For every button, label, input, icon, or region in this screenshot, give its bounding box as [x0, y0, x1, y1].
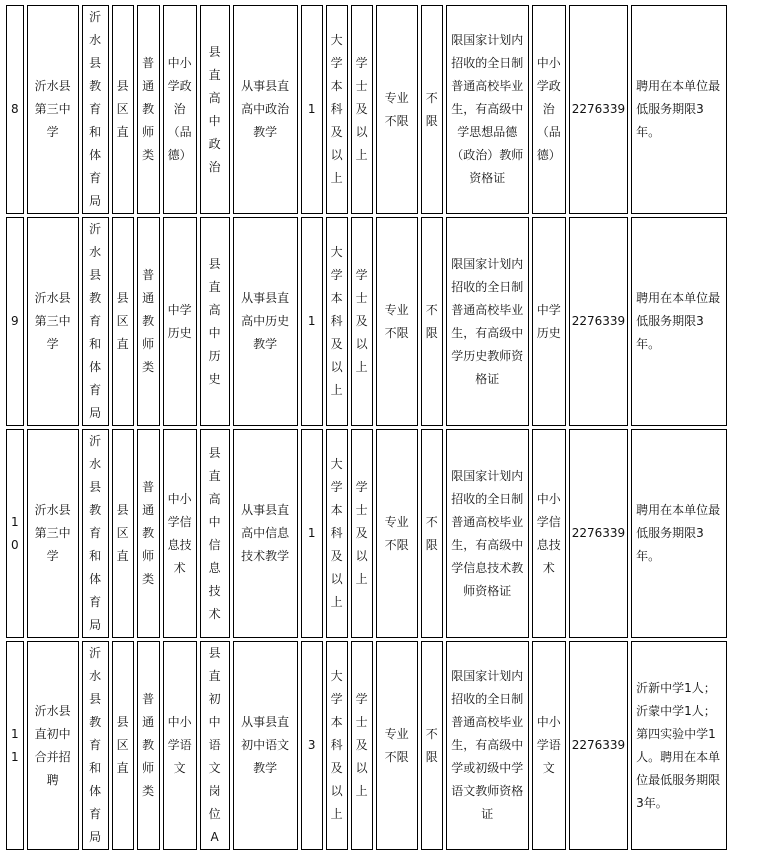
subject-cell: 中小学信息技术 — [163, 429, 197, 638]
duty-cell: 从事县直高中政治教学 — [233, 5, 298, 214]
category-cell: 普通教师类 — [137, 5, 160, 214]
remark-cell: 沂新中学1人；沂蒙中学1人；第四实验中学1人。聘用在本单位最低服务期限3年。 — [631, 641, 727, 850]
remark-cell: 聘用在本单位最低服务期限3年。 — [631, 429, 727, 638]
degree-cell: 学士及以上 — [351, 5, 373, 214]
other-cell: 不限 — [421, 641, 443, 850]
exam-cell: 中学历史 — [532, 217, 566, 426]
other-cell: 不限 — [421, 429, 443, 638]
category-cell: 普通教师类 — [137, 641, 160, 850]
requirement-cell: 限国家计划内招收的全日制普通高校毕业生，有高级中学或初级中学语文教师资格证 — [446, 641, 529, 850]
unit-cell: 沂水县直初中合并招聘 — [27, 641, 79, 850]
seq-cell: 11 — [6, 641, 24, 850]
department-cell: 沂水县教育和体育局 — [82, 641, 109, 850]
table-row — [6, 5, 727, 214]
department-cell: 沂水县教育和体育局 — [82, 429, 109, 638]
table-row — [6, 217, 727, 426]
education-cell: 大学本科及以上 — [326, 429, 348, 638]
other-cell: 不限 — [421, 5, 443, 214]
department-cell: 沂水县教育和体育局 — [82, 217, 109, 426]
unit-cell: 沂水县第三中学 — [27, 5, 79, 214]
remark-cell: 聘用在本单位最低服务期限3年。 — [631, 5, 727, 214]
major-cell: 专业不限 — [376, 5, 418, 214]
count-cell: 1 — [301, 5, 323, 214]
exam-cell: 中小学政治（品德） — [532, 5, 566, 214]
education-cell: 大学本科及以上 — [326, 217, 348, 426]
other-cell: 不限 — [421, 217, 443, 426]
duty-cell: 从事县直高中历史教学 — [233, 217, 298, 426]
phone-cell: 2276339 — [569, 5, 628, 214]
seq-cell: 10 — [6, 429, 24, 638]
duty-cell: 从事县直初中语文教学 — [233, 641, 298, 850]
table-body — [6, 5, 727, 850]
major-cell: 专业不限 — [376, 429, 418, 638]
post-name-cell: 县直高中信息技术 — [200, 429, 230, 638]
category-cell: 普通教师类 — [137, 429, 160, 638]
subject-cell: 中学历史 — [163, 217, 197, 426]
remark-cell: 聘用在本单位最低服务期限3年。 — [631, 217, 727, 426]
post-name-cell: 县直初中语文岗位A — [200, 641, 230, 850]
subject-cell: 中小学政治（品德） — [163, 5, 197, 214]
requirement-cell: 限国家计划内招收的全日制普通高校毕业生，有高级中学信息技术教师资格证 — [446, 429, 529, 638]
seq-cell: 8 — [6, 5, 24, 214]
exam-cell: 中小学信息技术 — [532, 429, 566, 638]
category-cell: 普通教师类 — [137, 217, 160, 426]
recruitment-table — [3, 2, 730, 853]
level-cell: 县区直 — [112, 429, 134, 638]
major-cell: 专业不限 — [376, 217, 418, 426]
seq-cell: 9 — [6, 217, 24, 426]
phone-cell: 2276339 — [569, 429, 628, 638]
degree-cell: 学士及以上 — [351, 217, 373, 426]
post-name-cell: 县直高中历史 — [200, 217, 230, 426]
degree-cell: 学士及以上 — [351, 641, 373, 850]
unit-cell: 沂水县第三中学 — [27, 429, 79, 638]
phone-cell: 2276339 — [569, 217, 628, 426]
phone-cell: 2276339 — [569, 641, 628, 850]
education-cell: 大学本科及以上 — [326, 5, 348, 214]
table-row — [6, 429, 727, 638]
requirement-cell: 限国家计划内招收的全日制普通高校毕业生，有高级中学思想品德（政治）教师资格证 — [446, 5, 529, 214]
count-cell: 3 — [301, 641, 323, 850]
level-cell: 县区直 — [112, 217, 134, 426]
table-row — [6, 641, 727, 850]
requirement-cell: 限国家计划内招收的全日制普通高校毕业生，有高级中学历史教师资格证 — [446, 217, 529, 426]
degree-cell: 学士及以上 — [351, 429, 373, 638]
count-cell: 1 — [301, 217, 323, 426]
count-cell: 1 — [301, 429, 323, 638]
department-cell: 沂水县教育和体育局 — [82, 5, 109, 214]
level-cell: 县区直 — [112, 641, 134, 850]
exam-cell: 中小学语文 — [532, 641, 566, 850]
post-name-cell: 县直高中政治 — [200, 5, 230, 214]
duty-cell: 从事县直高中信息技术教学 — [233, 429, 298, 638]
major-cell: 专业不限 — [376, 641, 418, 850]
level-cell: 县区直 — [112, 5, 134, 214]
education-cell: 大学本科及以上 — [326, 641, 348, 850]
unit-cell: 沂水县第三中学 — [27, 217, 79, 426]
subject-cell: 中小学语文 — [163, 641, 197, 850]
